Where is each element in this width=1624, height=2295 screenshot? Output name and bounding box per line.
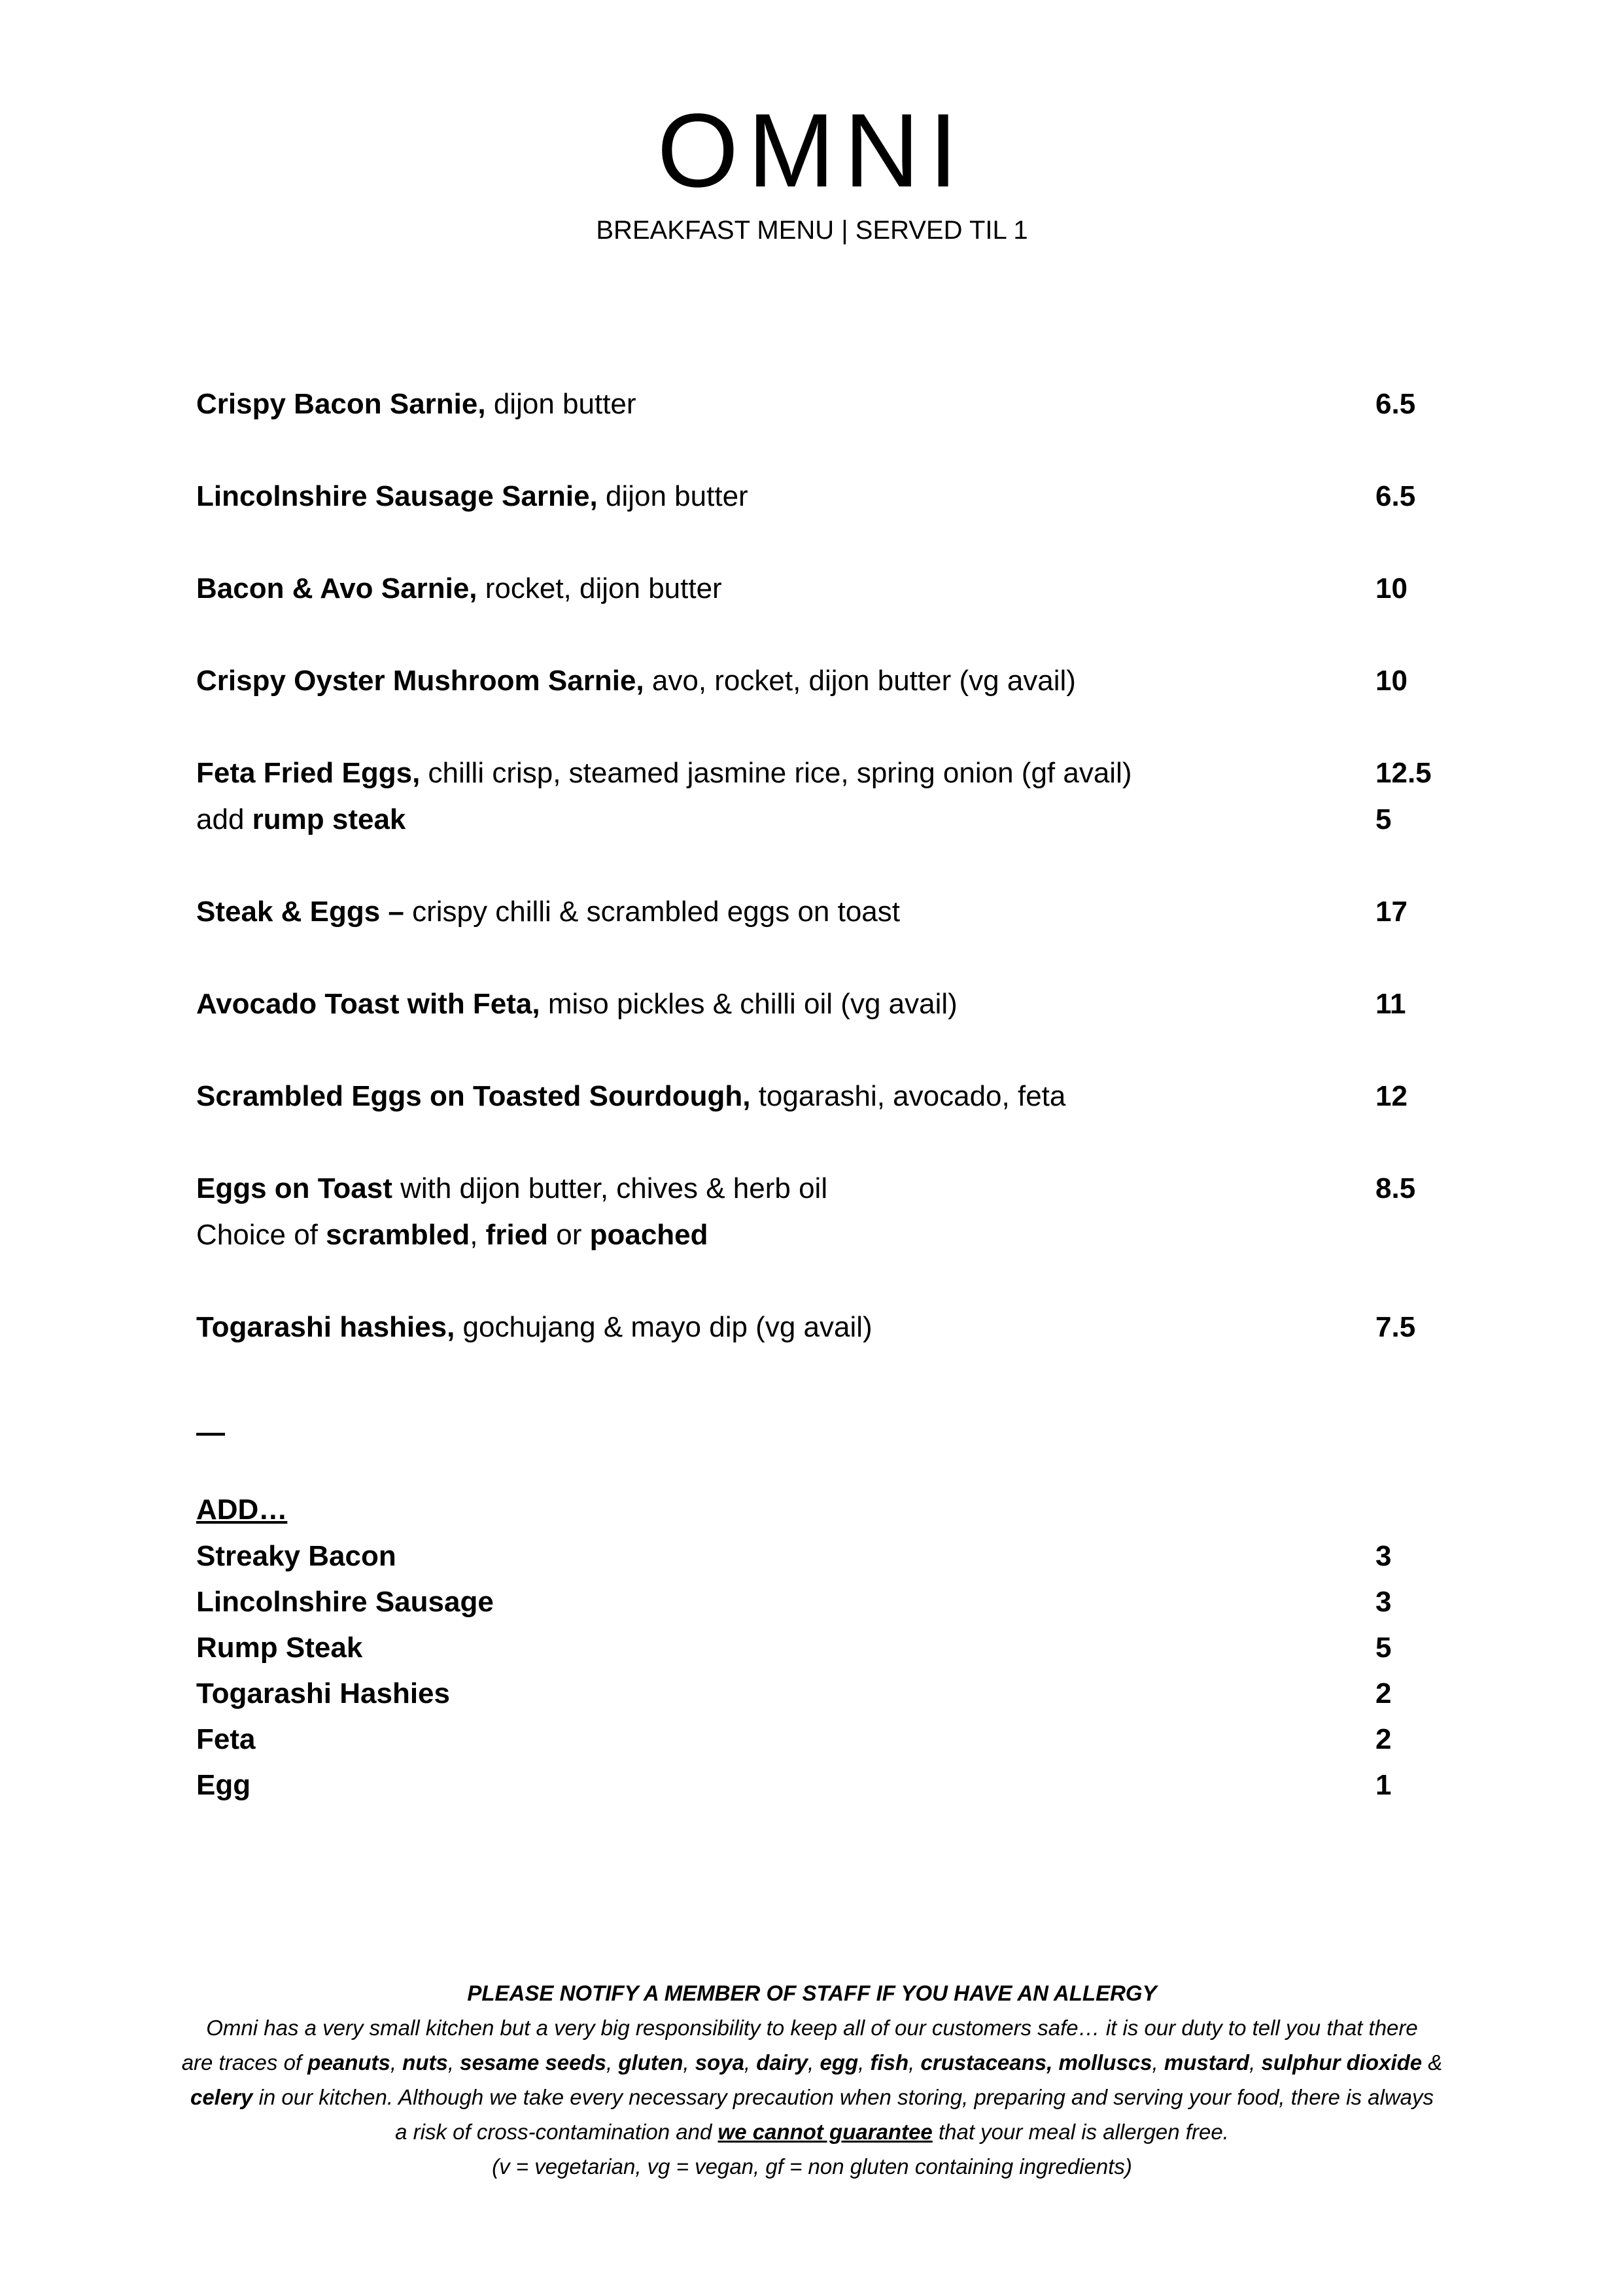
add-item <box>196 1542 396 1571</box>
allergen: sulphur dioxide <box>1261 2050 1423 2075</box>
menu-item-addon <box>196 805 406 834</box>
item-name: Steak & Eggs – <box>196 896 404 928</box>
allergen: nuts <box>402 2050 448 2075</box>
allergy-sep: , <box>390 2050 403 2075</box>
add-item-name: Rump Steak <box>196 1632 363 1664</box>
choice-option: poached <box>589 1219 708 1251</box>
add-item-name: Togarashi Hashies <box>196 1677 450 1709</box>
allergy-sep: , <box>1152 2050 1164 2075</box>
add-item-name: Egg <box>196 1769 251 1801</box>
item-price: 6.5 <box>1375 388 1416 420</box>
item-desc: togarashi, avocado, feta <box>750 1080 1066 1112</box>
allergen: sesame seeds <box>460 2050 607 2075</box>
allergy-sep: , <box>683 2050 695 2075</box>
item-price: 8.5 <box>1375 1172 1416 1204</box>
add-item-price: 3 <box>1375 1540 1392 1572</box>
item-name: Togarashi hashies, <box>196 1311 455 1343</box>
allergen: mustard <box>1164 2050 1250 2075</box>
item-desc: chilli crisp, steamed jasmine rice, spring onion (gf avail) <box>420 757 1132 789</box>
allergen: fish <box>870 2050 909 2075</box>
allergy-sep: , <box>908 2050 921 2075</box>
allergen: dairy <box>756 2050 808 2075</box>
item-price: 11 <box>1375 988 1406 1020</box>
item-price: 6.5 <box>1375 480 1416 512</box>
allergy-text: that your meal is allergen free. <box>932 2120 1229 2144</box>
item-price: 10 <box>1375 665 1408 697</box>
menu-item-choice <box>196 1221 708 1250</box>
item-desc: dijon butter <box>485 388 636 420</box>
add-item <box>196 1771 251 1800</box>
item-desc: rocket, dijon butter <box>477 572 722 604</box>
choice-option: scrambled <box>326 1219 470 1251</box>
item-price: 10 <box>1375 572 1408 604</box>
menu-item <box>196 1313 872 1342</box>
item-price: 17 <box>1375 896 1408 928</box>
choice-prefix: Choice of <box>196 1219 326 1251</box>
item-desc: with dijon butter, chives & herb oil <box>392 1172 828 1204</box>
menu-item <box>196 482 748 511</box>
item-price: 12.5 <box>1375 757 1432 789</box>
item-name: Avocado Toast with Feta, <box>196 988 540 1020</box>
item-desc: avo, rocket, dijon butter (vg avail) <box>644 665 1076 697</box>
diet-key: (v = vegetarian, vg = vegan, gf = non gluten containing ingredients) <box>492 2154 1132 2179</box>
add-item-price: 2 <box>1375 1677 1392 1709</box>
item-desc: miso pickles & chilli oil (vg avail) <box>540 988 958 1020</box>
allergy-line <box>0 2121 1624 2143</box>
menu-item <box>196 667 1076 695</box>
allergy-sep: , <box>744 2050 757 2075</box>
item-name: Feta Fried Eggs, <box>196 757 421 789</box>
allergy-sep: , <box>447 2050 460 2075</box>
addon-name: rump steak <box>252 803 406 835</box>
add-section-title: ADD… <box>196 1494 288 1526</box>
allergy-text: are traces of <box>181 2050 308 2075</box>
allergy-line <box>0 2086 1624 2108</box>
allergy-sep: , <box>606 2050 619 2075</box>
menu-item <box>196 759 1132 788</box>
allergy-sep: , <box>808 2050 820 2075</box>
add-item-price: 3 <box>1375 1586 1392 1618</box>
add-item <box>196 1725 255 1754</box>
allergy-text: in our kitchen. Although we take every necessary precaution when storing, preparing and serving your food, there is always <box>252 2085 1434 2109</box>
allergy-sep: , <box>1249 2050 1262 2075</box>
allergy-text: a risk of cross-contamination and <box>395 2120 718 2144</box>
item-name: Eggs on Toast <box>196 1172 392 1204</box>
addon-prefix: add <box>196 803 252 835</box>
allergy-sep: & <box>1422 2050 1443 2075</box>
item-desc: dijon butter <box>597 480 748 512</box>
add-item <box>196 1634 362 1662</box>
allergen: gluten <box>618 2050 683 2075</box>
add-item <box>196 1588 494 1617</box>
allergy-line <box>0 2052 1624 2073</box>
menu-item <box>196 898 900 926</box>
item-name: Crispy Bacon Sarnie, <box>196 388 486 420</box>
item-desc: gochujang & mayo dip (vg avail) <box>455 1311 872 1343</box>
add-item-price: 2 <box>1375 1723 1392 1755</box>
allergy-line: Omni has a very small kitchen but a very big responsibility to keep all of our customers safe… it is our duty to tell you that there <box>206 2016 1418 2040</box>
allergen: egg <box>820 2050 859 2075</box>
menu-subtitle: BREAKFAST MENU | SERVED TIL 1 <box>596 216 1028 245</box>
add-item-price: 1 <box>1375 1769 1392 1801</box>
item-name: Scrambled Eggs on Toasted Sourdough, <box>196 1080 751 1112</box>
menu-item <box>196 990 958 1019</box>
item-price: 12 <box>1375 1080 1408 1112</box>
menu-item <box>196 1174 827 1203</box>
menu-item <box>196 574 722 603</box>
item-name: Crispy Oyster Mushroom Sarnie, <box>196 665 644 697</box>
add-item-name: Streaky Bacon <box>196 1540 396 1572</box>
item-name: Bacon & Avo Sarnie, <box>196 572 477 604</box>
item-desc: crispy chilli & scrambled eggs on toast <box>404 896 901 928</box>
allergen: peanuts <box>307 2050 390 2075</box>
add-item-price: 5 <box>1375 1632 1392 1664</box>
allergy-sep: , <box>858 2050 871 2075</box>
menu-item <box>196 1082 1065 1111</box>
allergen: celery <box>190 2085 253 2109</box>
menu-item <box>196 390 636 419</box>
choice-separator: or <box>548 1219 590 1251</box>
add-item-name: Lincolnshire Sausage <box>196 1586 494 1618</box>
allergy-emphasis: we cannot guarantee <box>717 2120 933 2144</box>
logo: OMNI <box>657 92 967 209</box>
choice-separator: , <box>470 1219 486 1251</box>
section-divider: — <box>196 1416 225 1448</box>
allergen: crustaceans, molluscs <box>920 2050 1152 2075</box>
item-name: Lincolnshire Sausage Sarnie, <box>196 480 598 512</box>
item-price: 7.5 <box>1375 1311 1416 1343</box>
allergy-heading: PLEASE NOTIFY A MEMBER OF STAFF IF YOU HAVE AN ALLERGY <box>467 1981 1157 2005</box>
add-item-name: Feta <box>196 1723 256 1755</box>
choice-option: fried <box>485 1219 549 1251</box>
allergen: soya <box>695 2050 744 2075</box>
addon-price: 5 <box>1375 803 1392 835</box>
add-item <box>196 1679 450 1708</box>
